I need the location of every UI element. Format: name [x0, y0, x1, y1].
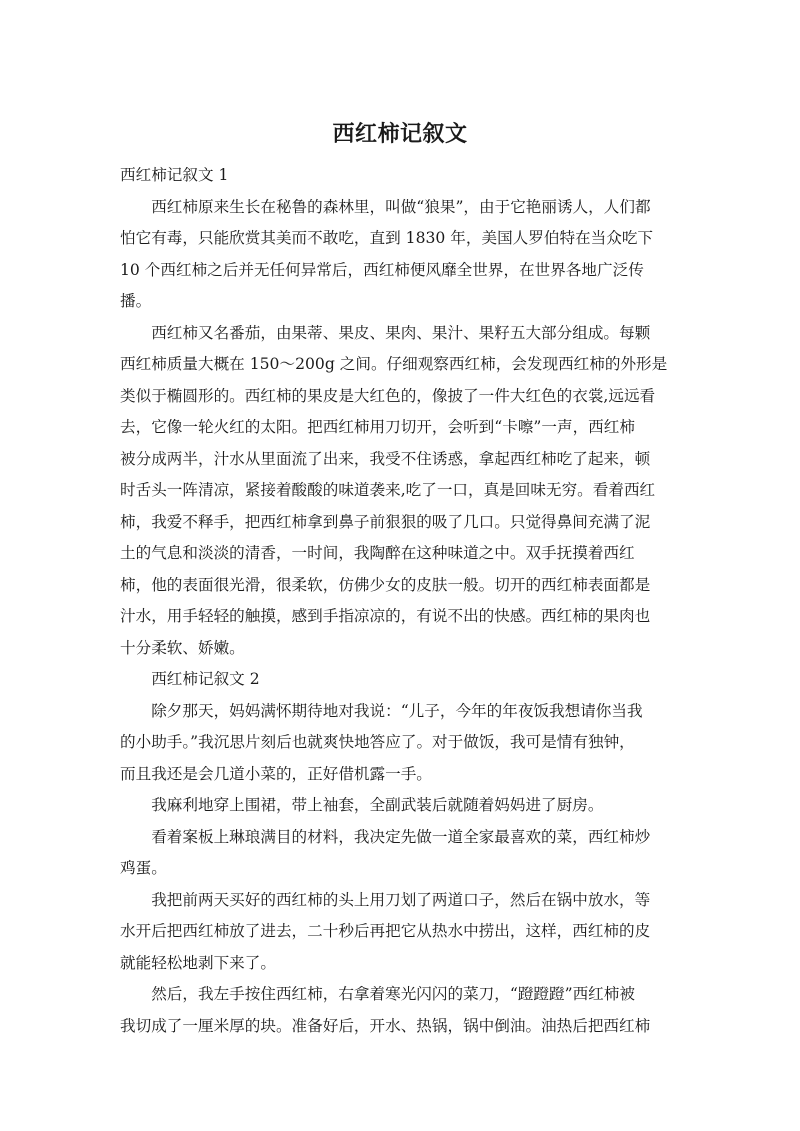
text-line: 10 个西红柿之后并无任何异常后，西红柿便风靡全世界，在世界各地广泛传	[120, 260, 644, 279]
text-line: 时舌头一阵清凉，紧接着酸酸的味道袭来,吃了一口，真是回味无穷。看着西红	[120, 481, 656, 499]
text-line: 西红柿质量大概在 150～200g 之间。仔细观察西红柿，会发现西红柿的外形是	[120, 355, 668, 373]
text-line: 看着案板上琳琅满目的材料，我决定先做一道全家最喜欢的菜，西红柿炒	[120, 827, 651, 846]
paragraph	[120, 318, 685, 665]
text-line: 怕它有毒，只能欣赏其美而不敢吃，直到 1830 年，美国人罗伯特在当众吃下	[120, 229, 654, 247]
paragraph	[120, 696, 685, 791]
text-line: 然后，我左手按住西红柿，右拿着寒光闪闪的菜刀，“蹬蹬蹬”西红柿被	[120, 985, 635, 1003]
document-title: 西红柿记叙文	[332, 122, 468, 147]
text-line: 播。	[120, 292, 152, 310]
text-line: 土的气息和淡淡的清香，一时间，我陶醉在这种味道之中。双手抚摸着西红	[120, 544, 635, 562]
section-heading-1: 西红柿记叙文 1	[120, 166, 229, 184]
text-line: 除夕那天，妈妈满怀期待地对我说：“儿子，今年的年夜饭我想请你当我	[120, 701, 643, 720]
text-line: 水开后把西红柿放了进去，二十秒后再把它从热水中捞出，这样，西红柿的皮	[120, 922, 651, 940]
text-line: 柿，我爱不释手，把西红柿拿到鼻子前狠狠的吸了几口。只觉得鼻间充满了泥	[120, 512, 651, 531]
document-body	[120, 160, 685, 1042]
text-line: 十分柔软、娇嫩。	[120, 638, 245, 657]
text-line: 鸡蛋。	[120, 859, 167, 877]
paragraph	[120, 979, 685, 1042]
text-line: 西红柿原来生长在秘鲁的森林里，叫做“狼果”，由于它艳丽诱人，人们都	[120, 197, 651, 216]
text-line: 被分成两半，汁水从里面流了出来，我受不住诱惑，拿起西红柿吃了起来，顿	[120, 449, 651, 468]
section-heading-2: 西红柿记叙文 2	[120, 670, 260, 688]
text-line: 去，它像一轮火红的太阳。把西红柿用刀切开，会听到“卡嚓”一声，西红柿	[120, 418, 635, 436]
text-line: 我麻利地穿上围裙，带上袖套，全副武装后就随着妈妈进了厨房。	[120, 796, 604, 814]
paragraph	[120, 822, 685, 885]
paragraph	[120, 790, 685, 822]
text-line: 的小助手。”我沉思片刻后也就爽快地答应了。对于做饭，我可是情有独钟，	[120, 733, 635, 751]
text-line: 就能轻松地剥下来了。	[120, 953, 276, 972]
text-line: 柿，他的表面很光滑，很柔软，仿佛少女的皮肤一般。切开的西红柿表面都是	[120, 575, 651, 594]
paragraph	[120, 885, 685, 980]
text-line: 西红柿又名番茄，由果蒂、果皮、果肉、果汁、果籽五大部分组成。每颗	[120, 323, 651, 342]
paragraph	[120, 192, 685, 318]
text-line: 类似于椭圆形的。西红柿的果皮是大红色的，像披了一件大红色的衣裳,远远看	[120, 386, 656, 405]
text-line: 而且我还是会几道小菜的，正好借机露一手。	[120, 764, 432, 783]
text-line: 我切成了一厘米厚的块。准备好后，开水、热锅，锅中倒油。油热后把西红柿	[120, 1016, 651, 1035]
text-line: 我把前两天买好的西红柿的头上用刀划了两道口子，然后在锅中放水，等	[120, 890, 651, 909]
text-line: 汁水，用手轻轻的触摸，感到手指凉凉的，有说不出的快感。西红柿的果肉也	[120, 607, 651, 625]
